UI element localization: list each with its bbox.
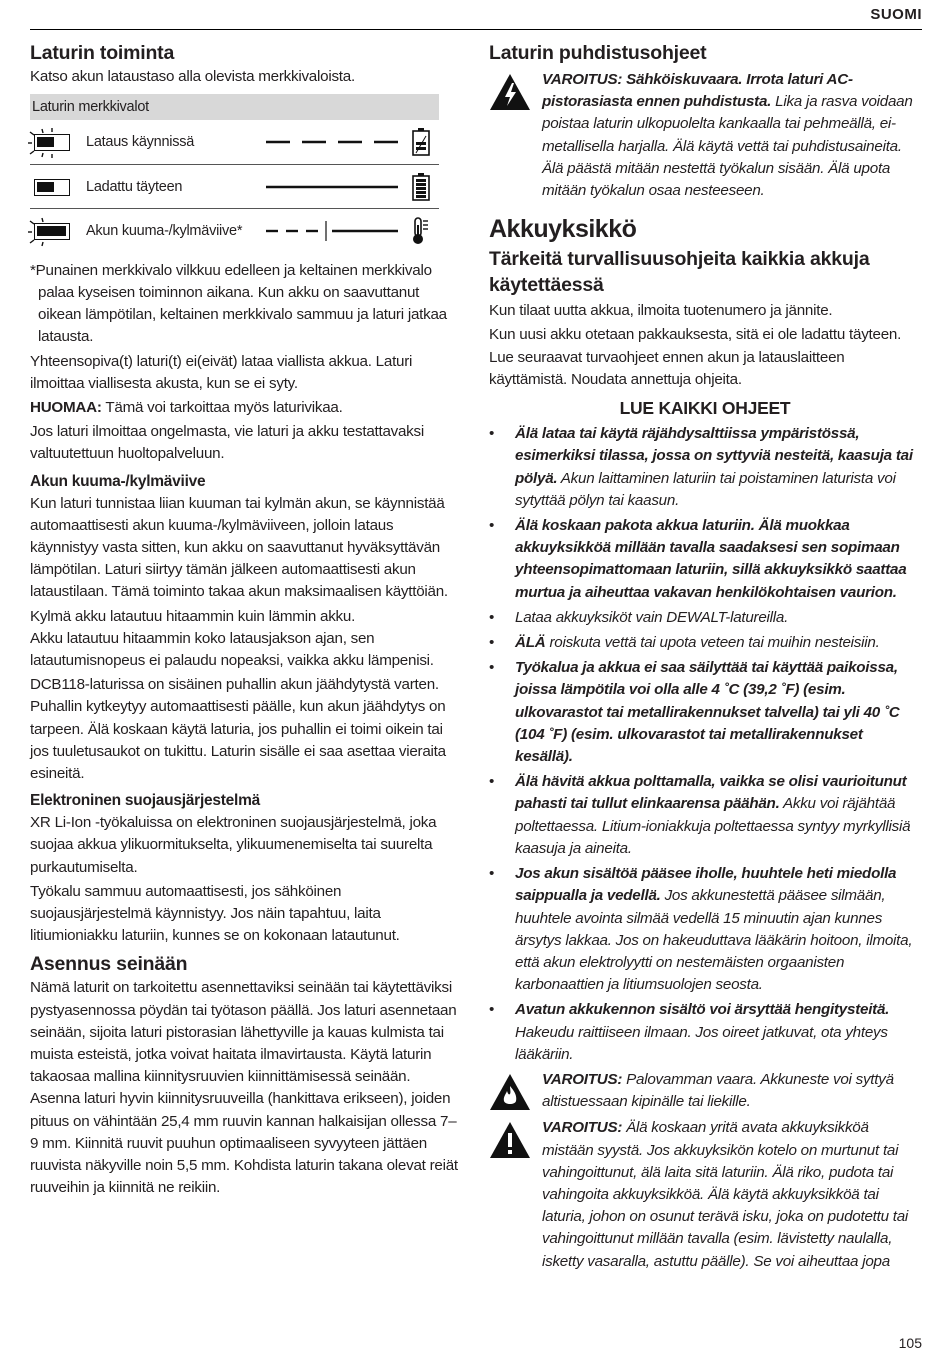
elec-text-2: Työkalu sammuu automaattisesti, jos sähköinen suojausjärjestelmä käynnistyy. Jos näin tapahtuu, laita litiumioniakku laturiin, kunnes se on kokonaan latautunut.	[30, 882, 400, 945]
led-indicator-icon	[34, 223, 70, 240]
led-row-label: Lataus käynnissä	[86, 134, 195, 151]
intro-text: Katso akun lataustaso alla olevista merkkivaloista.	[30, 68, 355, 85]
heading-safety: Tärkeitä turvallisuusohjeita kaikkia akkuja käytettäessä	[489, 248, 870, 297]
list-item	[489, 657, 921, 768]
led-indicator-icon	[34, 179, 70, 196]
led-row-charged	[30, 165, 439, 210]
led-row-hotcold	[30, 209, 439, 254]
order-text: Kun tilaat uutta akkua, ilmoita tuotenumero ja jännite.	[489, 302, 833, 320]
thermometer-icon	[412, 217, 430, 245]
item-bold: Älä lataa tai käytä räjähdysalttiissa ympäristössä, esimerkiksi tilassa, jossa on syttyviä nesteitä, kaasuja tai pölyä.	[515, 425, 913, 487]
warning-bold: VAROITUS:	[542, 1119, 623, 1137]
led-table	[30, 94, 439, 254]
item-bold: Jos akun sisältöä pääsee iholle, huuhtele heti miedolla saippualla ja vedellä.	[515, 865, 897, 905]
huomaa-text: Tämä voi tarkoittaa myös laturivikaa.	[101, 398, 343, 416]
item-text: Lataa akkuyksiköt vain DEWALT-latureilla.	[515, 608, 789, 626]
item-text: Hakeudu raittiiseen ilmaan. Jos oireet jatkuvat, ota yhteys lääkäriin.	[515, 1023, 888, 1063]
item-bold: ÄLÄ	[515, 634, 546, 652]
left-column	[30, 40, 460, 1201]
item-text: Akku voi räjähtää poltettaessa. Litium-ioniakkuja poltettaessa syntyy myrkyllisiä kaasuja ja aineita.	[515, 795, 911, 857]
item-text: roiskuta vettä tai upota veteen tai muihin nesteisiin.	[545, 634, 880, 652]
wall-text: Nämä laturit on tarkoitettu asennettaviksi seinään tai käytettäviksi pystyasennossa pöydän tai työtason päällä. Jos laturi asennetaan seinään, sijoita laturi pistorasian lähettyville ja kauas kulmista tai muista esteistä, jotka voivat haitata ilmavirtausta. Käytä laturin takaosaa mallina kiinnitysruuvien kiinnittämisessä seinään. Asenna laturi hyvin kiinnitysruuveilla (hankittava erikseen), joiden pituus on vähintään 25,4 mm ruuvin kannan halkaisijan ollessa 7–9 mm. Kiinnitä ruuvit puuhun optimaaliseen syvyyteen jättäen ruuvista näkyville noin 5,5 mm. Kohdista laturin takana olevat reiät ruuveihin ja kiinnitä ne reikiin.	[30, 979, 458, 1197]
page-number: 105	[898, 1335, 922, 1351]
dash-solid-pattern-icon	[266, 219, 406, 243]
huomaa-note	[30, 397, 460, 419]
item-bold: Älä hävitä akkua polttamalla, vaikka se olisi vaurioitunut pahasti tai tullut elinkaarensa päähän.	[515, 773, 907, 813]
new-battery-text: Kun uusi akku otetaan pakkauksesta, sitä ei ole ladattu täyteen. Lue seuraavat turvaohjeet ennen akun ja latauslaitteen käyttämistä. Noudata annettuja ohjeita.	[489, 326, 902, 388]
problem-text: Jos laturi ilmoittaa ongelmasta, vie laturi ja akku testattavaksi valtuutettuun huoltopalveluun.	[30, 423, 424, 463]
hotcold-text-2: Kylmä akku latautuu hitaammin kuin lämmin akku.	[30, 607, 356, 625]
dashed-pattern-icon	[266, 130, 406, 154]
list-item	[489, 423, 921, 512]
list-item	[489, 863, 921, 996]
led-row-label: Ladattu täyteen	[86, 178, 183, 195]
item-bold: Älä koskaan pakota akkua laturiin. Älä muokkaa akkuyksikköä millään tavalla saadaksesi sen sopimaan yhteensopimattomaan laturiin, sillä akkuyksikkö saattaa murtua ja aiheuttaa vakavan henkilökohtaisen vaurion.	[515, 517, 907, 601]
safety-list	[489, 423, 921, 1066]
heading-electronic-protection: Elektroninen suojausjärjestelmä	[30, 792, 261, 810]
led-footnote: *Punainen merkkivalo vilkkuu edelleen ja keltainen merkkivalo palaa kyseisen toiminnon aikana. Kun akku on saavuttanut oikean lämpötilan, keltainen merkkivalo sammuu ja laturi jatkaa latausta.	[30, 261, 447, 346]
list-item	[489, 632, 921, 654]
list-item	[489, 771, 921, 860]
warning-text: Lika ja rasva voidaan poistaa laturin ulkopuolelta kankaalla tai pehmeällä, ei- metallisella harjalla. Älä käytä vettä tai puhdistusaineita. Älä päästä mitään nestettä työkalun sisään. Älä upota mitään työkalun osaa nesteeseen.	[542, 93, 913, 200]
led-row-charging	[30, 120, 439, 165]
warning-bold: VAROITUS:	[542, 1070, 623, 1088]
right-column	[489, 40, 921, 1277]
heading-hotcold: Akun kuuma-/kylmäviive	[30, 472, 206, 490]
warning-text: Palovamman vaara. Akkuneste voi syttyä altistuessaan kipinälle tai liekille.	[542, 1070, 894, 1111]
exclamation-warning-icon	[489, 1121, 531, 1159]
elec-text-1: XR Li-Ion -työkaluissa on elektroninen suojausjärjestelmä, joka suojaa akkua ylikuormitukselta, ylikuumenemiselta tai suurelta purkautumiselta.	[30, 814, 437, 876]
language-label: SUOMI	[870, 6, 922, 23]
heading-laturin-toiminta: Laturin toiminta	[30, 42, 175, 64]
list-item	[489, 515, 921, 604]
dcb118-text: DCB118-laturissa on sisäinen puhallin akun jäähdytystä varten. Puhallin kytkeytyy automaattisesti päälle, kun akun jäähdytys on tarpeen. Älä koskaan käytä laturia, jos puhallin ei toimi oikein tai jos tuuletusaukot on tukittu. Laturin sisälle ei saa asettaa vieraita esineitä.	[30, 676, 446, 782]
item-bold: Työkalua ja akkua ei saa säilyttää tai käyttää paikoissa, joissa lämpötila voi olla alle 4 ˚C (39,2 ˚F) (esim. ulkovarastot tai metallirakennukset talvella) tai yli 40 ˚C (104 ˚F) (esim. ulkovarastot tai metallirakennukset kesällä).	[515, 659, 900, 766]
heading-cleaning: Laturin puhdistusohjeet	[489, 42, 707, 64]
warning-bold: VAROITUS: Sähköiskuvaara. Irrota laturi AC-pistorasiasta ennen puhdistusta.	[542, 71, 853, 111]
list-item	[489, 999, 921, 1066]
heading-read-all: LUE KAIKKI OHJEET	[619, 398, 791, 419]
item-text: Akun laittaminen laturiin tai poistaminen laturista voi sytyttää pölyn tai kaasun.	[515, 469, 896, 509]
item-text: Jos akkunestettä pääsee silmään, huuhtele avointa silmää vedellä 15 minuutin ajan kunnes ärsytys lakkaa. Jos on hakeuduttava lääkärin hoitoon, ilmoita, että akun elektrolyytti on nestemäisten orgaanisten karbonaattien ja litiumsuolojen seosta.	[515, 887, 913, 994]
warning-fire	[489, 1069, 921, 1113]
led-row-label: Akun kuuma-/kylmäviive*	[86, 223, 243, 240]
led-indicator-icon	[34, 134, 70, 151]
item-bold: Avatun akkukennon sisältö voi ärsyttää hengitysteitä.	[515, 1001, 890, 1019]
electric-warning-icon	[489, 73, 531, 111]
heading-battery: Akkuyksikkö	[489, 215, 637, 244]
battery-charging-icon	[412, 128, 430, 156]
warning-general	[489, 1117, 921, 1272]
huomaa-label: HUOMAA:	[30, 398, 102, 416]
list-item	[489, 607, 921, 629]
hotcold-text-1: Kun laturi tunnistaa liian kuuman tai kylmän akun, se käynnistää automaattisesti akun kuuma-/kylmäviiveen, jolloin lataus käynnistyy vasta sitten, kun akku on saavuttanut hyväksyttävän lämpötilan. Laturi siirtyy tämän jälkeen automaattisesti akun lataustilaan. Tämä toiminto takaa akun maksimaalisen käyttöiän.	[30, 494, 448, 601]
hotcold-text-3: Akku latautuu hitaammin koko latausjakson ajan, sen latautumisnopeus ei palaudu nopeaksi, vaikka akku lämpenisi.	[30, 629, 434, 669]
warning-text: Älä koskaan yritä avata akkuyksikköä mistään syystä. Jos akkuyksikön kotelo on murtunut tai vahingoittunut, älä laita sitä laturiin. Älä riko, pudota tai vahingoita akkuyksikköä. Älä käytä akkuyksikköä tai laturia, johon on osunut terävä isku, joka on pudotettu tai vahingoittunut millään tavalla (esim. lävistetty naulalla, isketty vasaralla, astuttu päälle). Se voi aiheuttaa jopa	[542, 1119, 909, 1270]
heading-wall-mount: Asennus seinään	[30, 953, 188, 976]
battery-full-icon	[412, 173, 430, 201]
fire-warning-icon	[489, 1073, 531, 1111]
header-rule	[30, 29, 922, 30]
warning-electric-shock	[489, 69, 921, 202]
solid-pattern-icon	[266, 175, 406, 199]
incompatible-text: Yhteensopiva(t) laturi(t) ei(eivät) lataa viallista akkua. Laturi ilmoittaa viallisesta akusta, kun se ei syty.	[30, 352, 413, 392]
led-table-title: Laturin merkkivalot	[30, 94, 439, 120]
